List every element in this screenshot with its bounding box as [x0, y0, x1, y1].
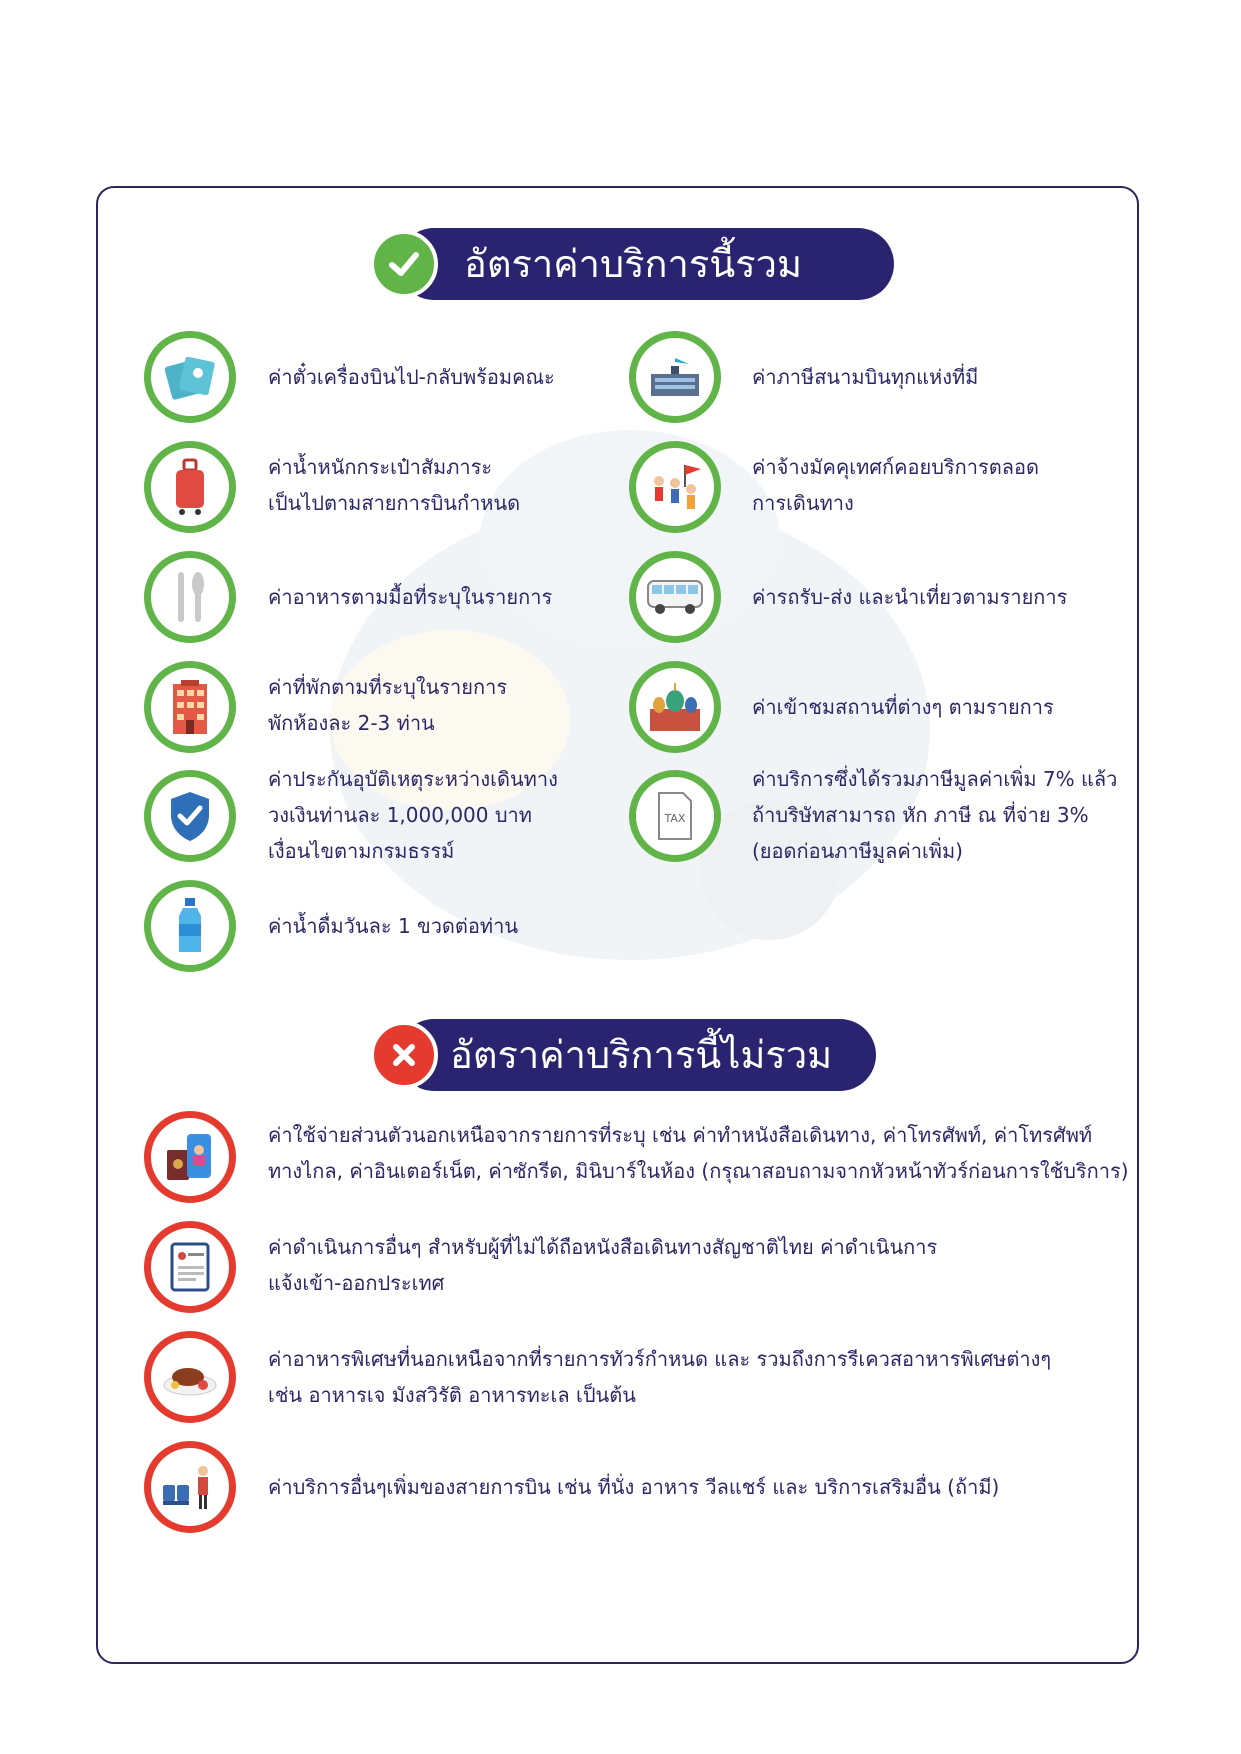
item-line: ค่าอาหารพิเศษที่นอกเหนือจากที่รายการทัวร์กำหนด และ รวมถึงการรีเควสอาหารพิเศษต่างๆ	[268, 1347, 1052, 1371]
shield-icon	[144, 770, 236, 862]
item-line: ค่าเข้าชมสถานที่ต่างๆ ตามรายการ	[752, 695, 1054, 719]
item-line: วงเงินท่านละ 1,000,000 บาท	[268, 803, 532, 827]
excluded-title: อัตราค่าบริการนี้ไม่รวม	[450, 1033, 833, 1077]
item-line: การเดินทาง	[752, 491, 854, 515]
passport-phone-icon	[144, 1111, 236, 1203]
item-line: ค่าที่พักตามที่ระบุในรายการ	[268, 675, 508, 699]
utensils-icon	[144, 551, 236, 643]
item-line: ค่าภาษีสนามบินทุกแห่งที่มี	[752, 365, 979, 389]
check-icon	[385, 245, 423, 283]
tax-icon	[629, 770, 721, 862]
svg-text:TAX: TAX	[664, 812, 686, 825]
water-bottle-icon	[144, 880, 236, 972]
item-line: ค่าจ้างมัคคุเทศก์คอยบริการตลอด	[752, 455, 1039, 479]
bus-icon	[629, 551, 721, 643]
item-line: ค่าตั๋วเครื่องบินไป-กลับพร้อมคณะ	[268, 365, 555, 389]
guide-icon	[629, 441, 721, 533]
included-banner	[398, 228, 894, 300]
item-line: เช่น อาหารเจ มังสวิรัติ อาหารทะเล เป็นต้น	[268, 1383, 636, 1407]
item-line: ค่าอาหารตามมื้อที่ระบุในรายการ	[268, 585, 553, 609]
luggage-icon	[144, 441, 236, 533]
food-plate-icon	[144, 1331, 236, 1423]
item-line: (ยอดก่อนภาษีมูลค่าเพิ่ม)	[752, 839, 963, 863]
item-line: ค่าน้ำดื่มวันละ 1 ขวดต่อท่าน	[268, 914, 518, 938]
airline-seat-icon	[144, 1441, 236, 1533]
check-badge	[370, 230, 438, 298]
airport-icon	[629, 331, 721, 423]
item-line: ค่าบริการอื่นๆเพิ่มของสายการบิน เช่น ที่นั่ง อาหาร วีลแชร์ และ บริการเสริมอื่น (ถ้ามี)	[268, 1475, 1000, 1499]
cross-icon	[387, 1038, 421, 1072]
excluded-banner	[398, 1019, 876, 1091]
item-line: เป็นไปตามสายการบินกำหนด	[268, 491, 521, 515]
item-line: เงื่อนไขตามกรมธรรม์	[268, 839, 455, 863]
item-line: ค่าน้ำหนักกระเป๋าสัมภาระ	[268, 455, 493, 479]
included-title: อัตราค่าบริการนี้รวม	[464, 242, 803, 286]
item-line: ค่าใช้จ่ายส่วนตัวนอกเหนือจากรายการที่ระบุ เช่น ค่าทำหนังสือเดินทาง, ค่าโทรศัพท์, ค่าโทรศัพท์	[268, 1123, 1093, 1147]
item-line: ถ้าบริษัทสามารถ หัก ภาษี ณ ที่จ่าย 3%	[752, 803, 1089, 827]
item-line: ค่าประกันอุบัติเหตุระหว่างเดินทาง	[268, 767, 558, 791]
item-line: ทางไกล, ค่าอินเตอร์เน็ต, ค่าซักรีด, มินิบาร์ในห้อง (กรุณาสอบถามจากหัวหน้าทัวร์ก่อนการใช้บริการ)	[268, 1159, 1129, 1183]
ticket-icon	[144, 331, 236, 423]
landmark-icon	[629, 661, 721, 753]
content-frame	[96, 186, 1139, 1664]
item-line: ค่าบริการซึ่งได้รวมภาษีมูลค่าเพิ่ม 7% แล้ว	[752, 767, 1118, 791]
hotel-icon	[144, 661, 236, 753]
cross-badge	[370, 1021, 438, 1089]
item-line: ค่าดำเนินการอื่นๆ สำหรับผู้ที่ไม่ได้ถือหนังสือเดินทางสัญชาติไทย ค่าดำเนินการ	[268, 1235, 938, 1259]
item-line: แจ้งเข้า-ออกประเทศ	[268, 1271, 445, 1295]
item-line: ค่ารถรับ-ส่ง และนำเที่ยวตามรายการ	[752, 585, 1068, 609]
document-icon	[144, 1221, 236, 1313]
item-line: พักห้องละ 2-3 ท่าน	[268, 711, 435, 735]
